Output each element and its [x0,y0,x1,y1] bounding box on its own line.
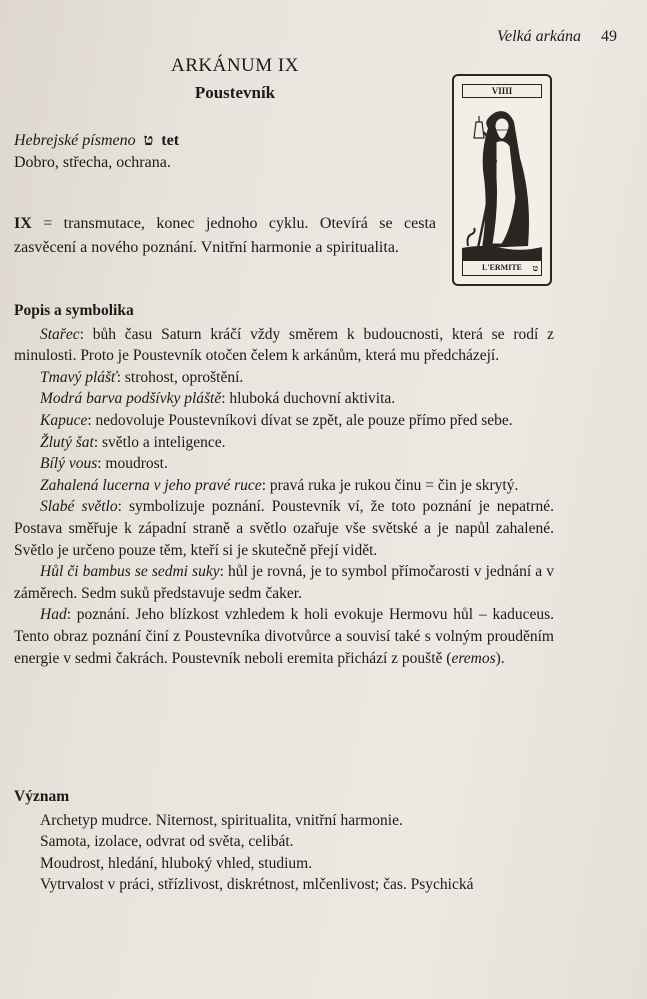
card-numeral: VIIII [462,84,542,98]
list-item: Had: poznání. Jeho blízkost vzhledem k holi evokuje Hermovu hůl – kaduceus. Tento obraz poznání činí z Poustevníka divotvůrce a souvisí také s volným prouděním energie v sedmi čakrách. Poustevník neboli eremita přichází z pouště (eremos). [14,606,554,667]
list-item: Žlutý šat: světlo a inteligence. [40,433,226,451]
hebrew-glyph: ט [143,132,154,149]
list-item: Slabé světlo: symbolizuje poznání. Poustevník ví, že toto poznání je nepatrné. Postava směřuje k západní straně a světlo ozařuje vše světské a je napůl zahalené. Světlo je určeno pouze těm, kteří si je skutečně přejí vidět. [14,498,555,559]
list-item: Modrá barva podšívky pláště: hluboká duchovní aktivita. [40,390,396,408]
numeral-meaning [14,212,436,260]
hebrew-letter-label: Hebrejské písmeno [14,132,136,149]
vyznam-section [14,786,554,896]
popis-heading: Popis a symbolika [14,302,134,319]
running-head [497,28,617,46]
card-label [462,260,542,276]
hebrew-letter-name: tet [161,132,180,149]
list-item: Kapuce: nedovoluje Poustevníkovi dívat se zpět, ale pouze přímo před sebe. [40,411,513,429]
title-block [110,55,360,103]
numeral-text: = transmutace, konec jednoho cyklu. Otevírá se cesta zasvěcení a nového poznání. Vnitřní harmonie a spiritualita. [14,215,436,256]
list-item: Archetyp mudrce. Niternost, spiritualita, vnitřní harmonie. [40,811,403,829]
card-label-glyph: ט [532,263,538,273]
page-number: 49 [601,28,617,45]
list-item: Tmavý plášť: strohost, oproštění. [40,368,244,386]
list-item: Samota, izolace, odvrat od světa, celibát. [40,833,294,851]
list-item: Stařec: bůh času Saturn kráčí vždy směrem k budoucnosti, která se rodí z minulosti. Proto je Poustevník otočen čelem k arkánům, která mu předcházejí. [14,325,554,365]
list-item: Bílý vous: moudrost. [40,455,168,473]
section-title: Velká arkána [497,28,581,45]
tarot-card-image [452,74,552,286]
hebrew-letter-meaning: Dobro, střecha, ochrana. [14,154,171,171]
numeral-prefix: IX [14,215,32,232]
list-item: Vytrvalost v práci, střízlivost, diskrétnost, mlčenlivost; čas. Psychická [40,876,474,894]
list-item: Hůl či bambus se sedmi suky: hůl je rovná, je to symbol přímočarosti v jednání a v záměrech. Sedm suků představuje sedm čaker. [14,563,554,602]
list-item: Zahalená lucerna v jeho pravé ruce: pravá ruka je rukou činu = čin je skrytý. [40,476,519,494]
list-item: Moudrost, hledání, hluboký vhled, studium. [40,854,313,872]
card-label-text: L'ERMITE [481,263,522,272]
arcanum-name: Poustevník [194,83,276,102]
vyznam-heading: Význam [14,788,70,805]
arcanum-title: ARKÁNUM IX [171,55,299,76]
hebrew-letter-block [14,130,434,174]
hermit-tarot-card-icon [462,98,542,260]
popis-section [14,300,554,669]
